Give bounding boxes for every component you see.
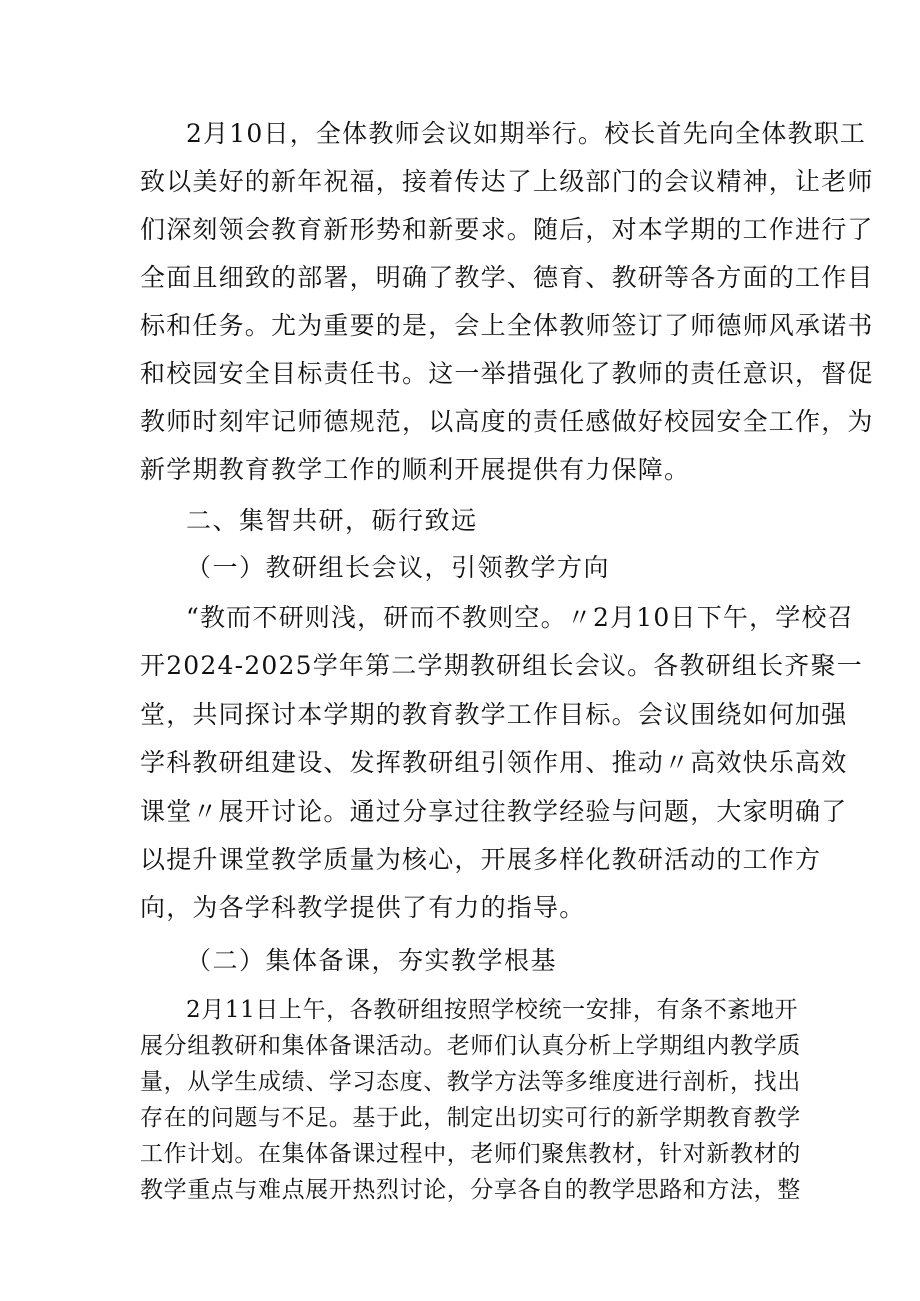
text-line: 全面且细致的部署，明确了教学、德育、教研等各方面的工作目 bbox=[140, 263, 874, 292]
text-line: 堂，共同探讨本学期的教育教学工作目标。会议围绕如何加强 bbox=[140, 700, 848, 729]
text-line: 教学重点与难点展开热烈讨论，分享各自的教学思路和方法，整 bbox=[140, 1177, 801, 1203]
text-line: 标和任务。尤为重要的是，会上全体教师签订了师德师风承诺书 bbox=[140, 311, 874, 340]
text-line: 们深刻领会教育新形势和新要求。随后，对本学期的工作进行了 bbox=[140, 215, 874, 244]
text-line: 量，从学生成绩、学习态度、教学方法等多维度进行剖析，找出 bbox=[140, 1069, 801, 1095]
subsection-heading: （二）集体备课，夯实教学根基 bbox=[186, 946, 558, 975]
subsection-heading: （一）教研组长会议，引领教学方向 bbox=[186, 553, 611, 582]
text-line: 工作计划。在集体备课过程中，老师们聚焦教材，针对新教材的 bbox=[140, 1141, 801, 1167]
text-line: 以提升课堂教学质量为核心，开展多样化教研活动的工作方 bbox=[140, 845, 822, 874]
section-heading: 二、集智共研，砺行致远 bbox=[186, 506, 478, 535]
text-line: 存在的问题与不足。基于此，制定出切实可行的新学期教育教学 bbox=[140, 1105, 801, 1131]
text-line: 新学期教育教学工作的顺利开展提供有力保障。 bbox=[140, 455, 691, 484]
text-line: 2月11日上午，各教研组按照学校统一安排，有条不紊地开 bbox=[186, 997, 799, 1023]
text-line: 致以美好的新年祝福，接着传达了上级部门的会议精神，让老师 bbox=[140, 167, 874, 196]
text-line: 向，为各学科教学提供了有力的指导。 bbox=[140, 893, 586, 922]
text-line: 教师时刻牢记师德规范，以高度的责任感做好校园安全工作，为 bbox=[140, 407, 874, 436]
text-line: 开2024-2025学年第二学期教研组长会议。各教研组长齐聚一 bbox=[140, 651, 863, 680]
text-line: “教而不研则浅，研而不教则空。〃2月10日下午，学校召 bbox=[186, 603, 854, 632]
text-line: 学科教研组建设、发挥教研组引领作用、推动〃高效快乐高效 bbox=[140, 748, 848, 777]
text-line: 和校园安全目标责任书。这一举措强化了教师的责任意识，督促 bbox=[140, 359, 874, 388]
text-line: 展分组教研和集体备课活动。老师们认真分析上学期组内教学质 bbox=[140, 1033, 801, 1059]
text-line: 课堂〃展开讨论。通过分享过往教学经验与问题，大家明确了 bbox=[140, 797, 848, 826]
text-line: 2月10日，全体教师会议如期举行。校长首先向全体教职工 bbox=[186, 119, 867, 148]
